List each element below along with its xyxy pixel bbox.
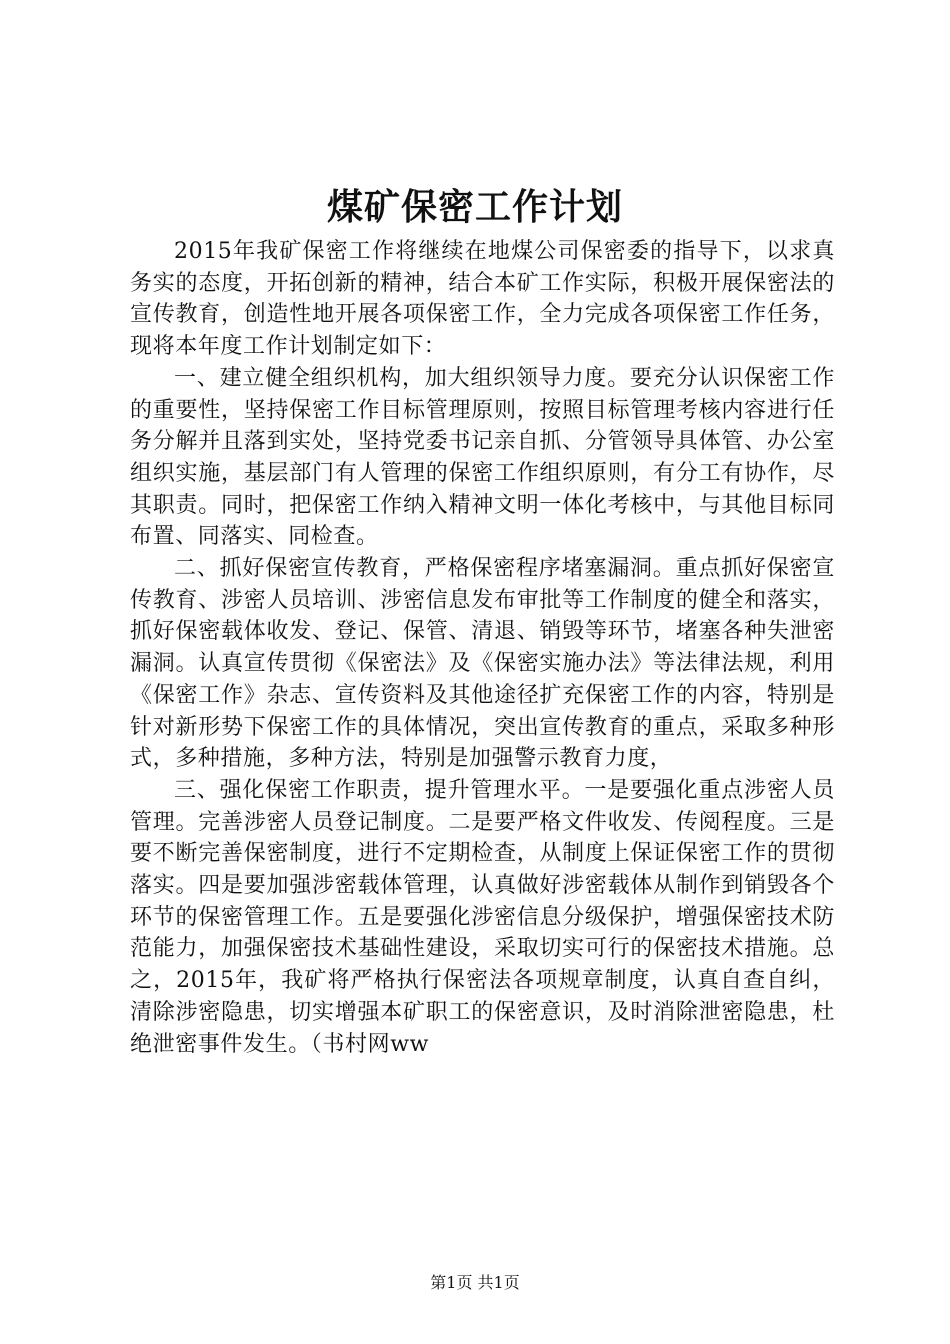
document-body (130, 236, 835, 1060)
page-number-footer: 第1页 共1页 (430, 1273, 520, 1292)
document-title: 煤矿保密工作计划 (326, 187, 623, 228)
paragraph-section-1: 一、建立健全组织机构，加大组织领导力度。要充分认识保密工作的重要性，坚持保密工作目标管理原则，按照目标管理考核内容进行任务分解并且落到实处，坚持党委书记亲自抓、分管领导具体管、办公室组织实施，基层部门有人管理的保密工作组织原则，有分工有协作，尽其职责。同时，把保密工作纳入精神文明一体化考核中，与其他目标同布置、同落实、同检查。 (130, 365, 835, 550)
paragraph-intro: 2015年我矿保密工作将继续在地煤公司保密委的指导下，以求真务实的态度，开拓创新的精神，结合本矿工作实际，积极开展保密法的宣传教育，创造性地开展各项保密工作，全力完成各项保密工作任务，现将本年度工作计划制定如下： (130, 239, 835, 360)
paragraph-section-2: 二、抓好保密宣传教育，严格保密程序堵塞漏洞。重点抓好保密宣传教育、涉密人员培训、涉密信息发布审批等工作制度的健全和落实，抓好保密载体收发、登记、保管、清退、销毁等环节，堵塞各种失泄密漏洞。认真宣传贯彻《保密法》及《保密实施办法》等法律法规，利用《保密工作》杂志、宣传资料及其他途径扩充保密工作的内容，特别是针对新形势下保密工作的具体情况，突出宣传教育的重点，采取多种形式，多种措施，多种方法，特别是加强警示教育力度， (130, 556, 835, 772)
paragraph-section-3: 三、强化保密工作职责，提升管理水平。一是要强化重点涉密人员管理。完善涉密人员登记制度。二是要严格文件收发、传阅程度。三是要不断完善保密制度，进行不定期检查，从制度上保证保密工作的贯彻落实。四是要加强涉密载体管理，认真做好涉密载体从制作到销毁各个环节的保密管理工作。五是要强化涉密信息分级保护，增强保密技术防范能力，加强保密技术基础性建设，采取切实可行的保密技术措施。总之，2015年，我矿将严格执行保密法各项规章制度，认真自查自纠，清除涉密隐患，切实增强本矿职工的保密意识，及时消除泄密隐患，杜绝泄密事件发生。（书村网ww (130, 777, 835, 1057)
